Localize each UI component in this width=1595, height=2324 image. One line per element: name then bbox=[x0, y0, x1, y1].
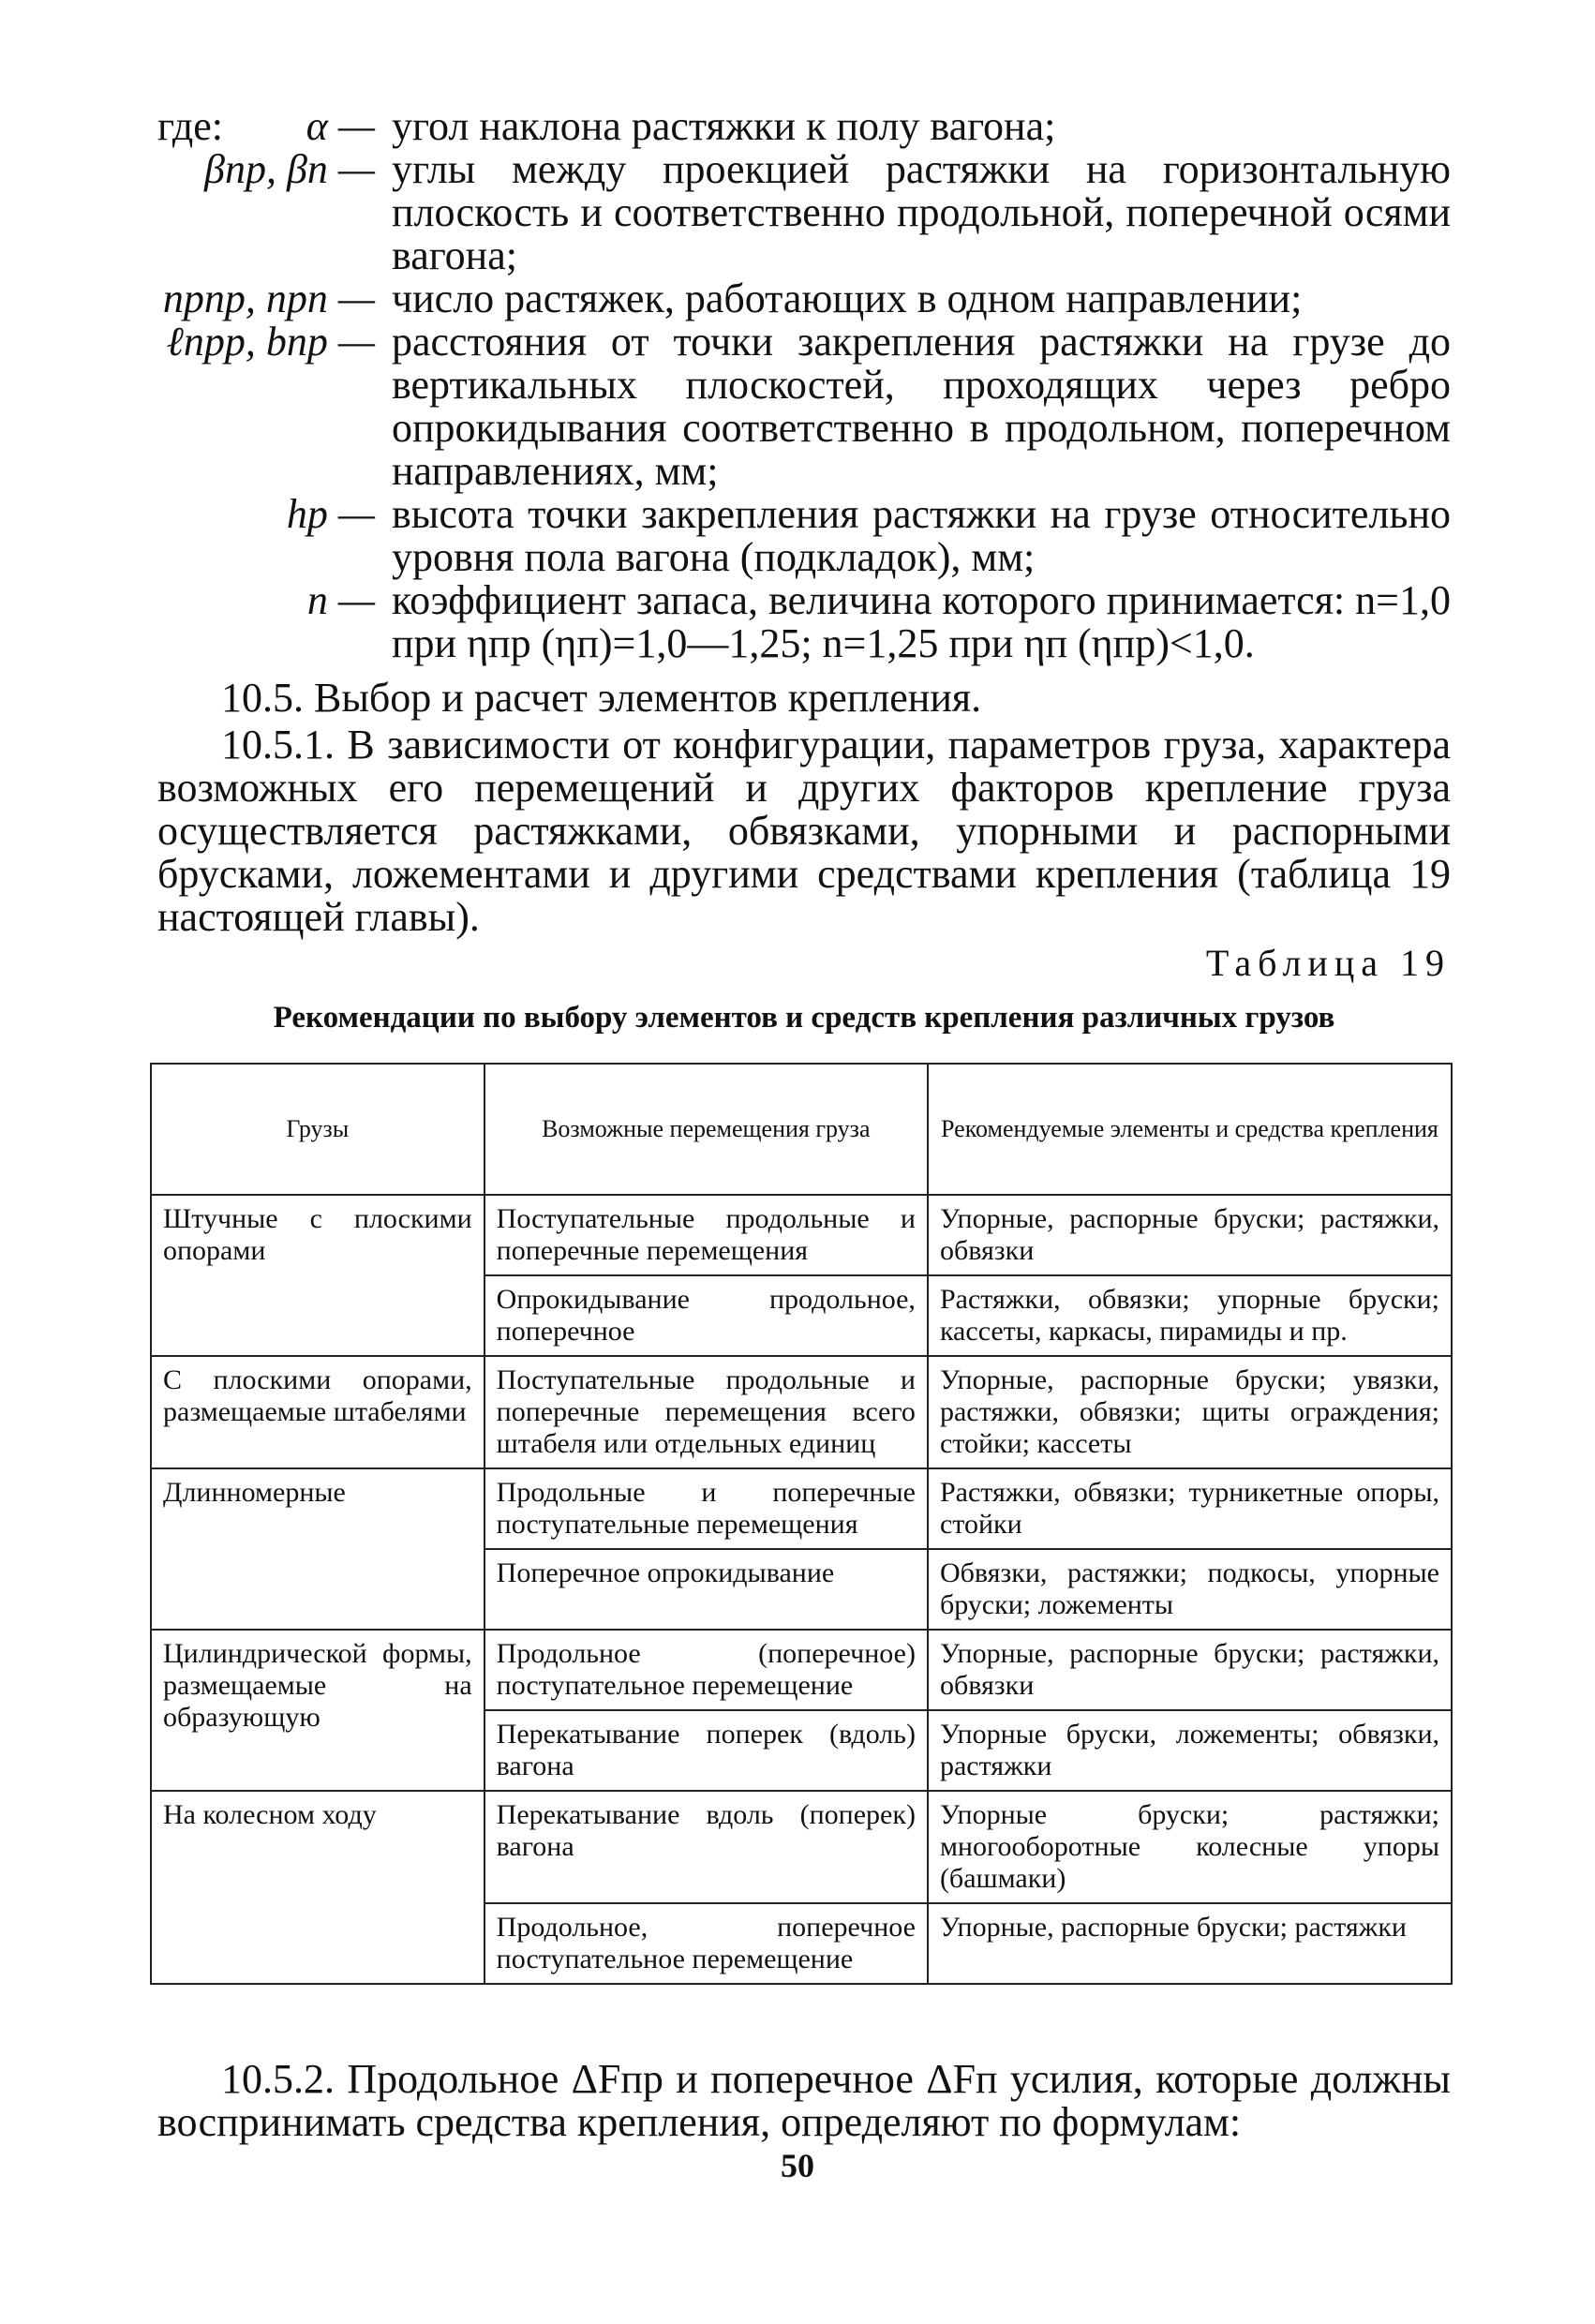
means-cell: Упорные, распорные бруски; увязки, растяжки, обвязки; щиты ограждения; стойки; кассеты bbox=[928, 1356, 1452, 1468]
definition-row bbox=[157, 277, 1451, 320]
table-caption: Таблица 19 bbox=[1205, 942, 1451, 984]
movement-cell: Опрокидывание продольное, поперечное bbox=[484, 1275, 928, 1356]
definition-symbol: ℓпрр, bпр — bbox=[166, 319, 375, 365]
section-10-5-2-paragraph: 10.5.2. Продольное ΔFпр и поперечное ΔFп усилия, которые должны воспринимать средства крепления, определяют по формулам: bbox=[157, 2056, 1451, 2145]
table-row bbox=[151, 1356, 1452, 1468]
page-number: 50 bbox=[781, 2147, 814, 2184]
cargo-cell: На колесном ходу bbox=[151, 1791, 484, 1984]
movement-cell: Поступательные продольные и поперечные перемещения всего штабеля или отдельных единиц bbox=[484, 1356, 928, 1468]
recommendations-table bbox=[150, 1063, 1453, 1985]
cargo-cell: Длинномерные bbox=[151, 1468, 484, 1630]
definition-text: расстояния от точки закрепления растяжки на грузе до вертикальных плоскостей, проходящих через ребро опрокидывания соответственно в продольном, поперечном направлениях, мм; bbox=[392, 319, 1451, 494]
definition-text: угол наклона растяжки к полу вагона; bbox=[392, 103, 1056, 149]
definition-row bbox=[157, 320, 1451, 493]
definition-text: число растяжек, работающих в одном направлении; bbox=[392, 276, 1303, 321]
definition-row bbox=[157, 579, 1451, 665]
table-row bbox=[151, 1468, 1452, 1549]
where-label: где: bbox=[157, 103, 223, 149]
movement-cell: Перекатывание вдоль (поперек) вагона bbox=[484, 1791, 928, 1903]
means-cell: Растяжки, обвязки; турникетные опоры, стойки bbox=[928, 1468, 1452, 1549]
header-means: Рекомендуемые элементы и средства крепления bbox=[928, 1064, 1452, 1195]
table-row bbox=[151, 1195, 1452, 1275]
definition-symbol: α — bbox=[306, 103, 375, 149]
definition-symbol: nрпр, nрп — bbox=[162, 276, 375, 321]
movement-cell: Перекатывание поперек (вдоль) вагона bbox=[484, 1710, 928, 1791]
definition-symbol: n — bbox=[306, 577, 375, 623]
definition-text: высота точки закрепления растяжки на грузе относительно уровня пола вагона (подкладок), мм; bbox=[392, 491, 1451, 580]
cargo-cell: С плоскими опорами, размещаемые штабелями bbox=[151, 1356, 484, 1468]
header-cargo: Грузы bbox=[151, 1064, 484, 1195]
section-10-5-heading: 10.5. Выбор и расчет элементов крепления. bbox=[221, 675, 982, 721]
means-cell: Упорные, распорные бруски; растяжки bbox=[928, 1903, 1452, 1984]
definition-symbol: hр — bbox=[286, 491, 375, 537]
definition-symbol: βпр, βп — bbox=[204, 146, 375, 192]
definition-row bbox=[157, 493, 1451, 579]
definitions-block bbox=[157, 105, 1451, 665]
table-title: Рекомендации по выбору элементов и средств крепления различных грузов bbox=[273, 1001, 1335, 1035]
means-cell: Упорные, распорные бруски; растяжки, обвязки bbox=[928, 1630, 1452, 1710]
movement-cell: Поступательные продольные и поперечные перемещения bbox=[484, 1195, 928, 1275]
movement-cell: Продольное, поперечное поступательное перемещение bbox=[484, 1903, 928, 1984]
definition-text: углы между проекцией растяжки на горизонтальную плоскость и соответственно продольной, поперечной осями вагона; bbox=[392, 146, 1451, 278]
movement-cell: Продольные и поперечные поступательные перемещения bbox=[484, 1468, 928, 1549]
definition-row bbox=[157, 148, 1451, 277]
means-cell: Упорные бруски; растяжки; многооборотные колесные упоры (башмаки) bbox=[928, 1791, 1452, 1903]
means-cell: Растяжки, обвязки; упорные бруски; кассеты, каркасы, пирамиды и пр. bbox=[928, 1275, 1452, 1356]
table-row bbox=[151, 1791, 1452, 1903]
definition-row bbox=[157, 105, 1451, 148]
table-header-row bbox=[151, 1064, 1452, 1195]
definition-text: коэффициент запаса, величина которого принимается: n=1,0 при ηпр (ηп)=1,0—1,25; n=1,25 при ηп (ηпр)<1,0. bbox=[392, 577, 1451, 666]
section-10-5-1-paragraph: 10.5.1. В зависимости от конфигурации, параметров груза, характера возможных его перемещений и других факторов крепление груза осуществляется растяжками, обвязками, упорными и распорными брусками, ложементами и другими средствами крепления (таблица 19 настоящей главы). bbox=[157, 722, 1451, 940]
header-movement: Возможные перемещения груза bbox=[484, 1064, 928, 1195]
means-cell: Обвязки, растяжки; подкосы, упорные бруски; ложементы bbox=[928, 1549, 1452, 1630]
cargo-cell: Цилиндрической формы, размещаемые на образующую bbox=[151, 1630, 484, 1791]
movement-cell: Продольное (поперечное) поступательное перемещение bbox=[484, 1630, 928, 1710]
cargo-cell: Штучные с плоскими опорами bbox=[151, 1195, 484, 1356]
means-cell: Упорные бруски, ложементы; обвязки, растяжки bbox=[928, 1710, 1452, 1791]
movement-cell: Поперечное опрокидывание bbox=[484, 1549, 928, 1630]
means-cell: Упорные, распорные бруски; растяжки, обвязки bbox=[928, 1195, 1452, 1275]
table-row bbox=[151, 1630, 1452, 1710]
